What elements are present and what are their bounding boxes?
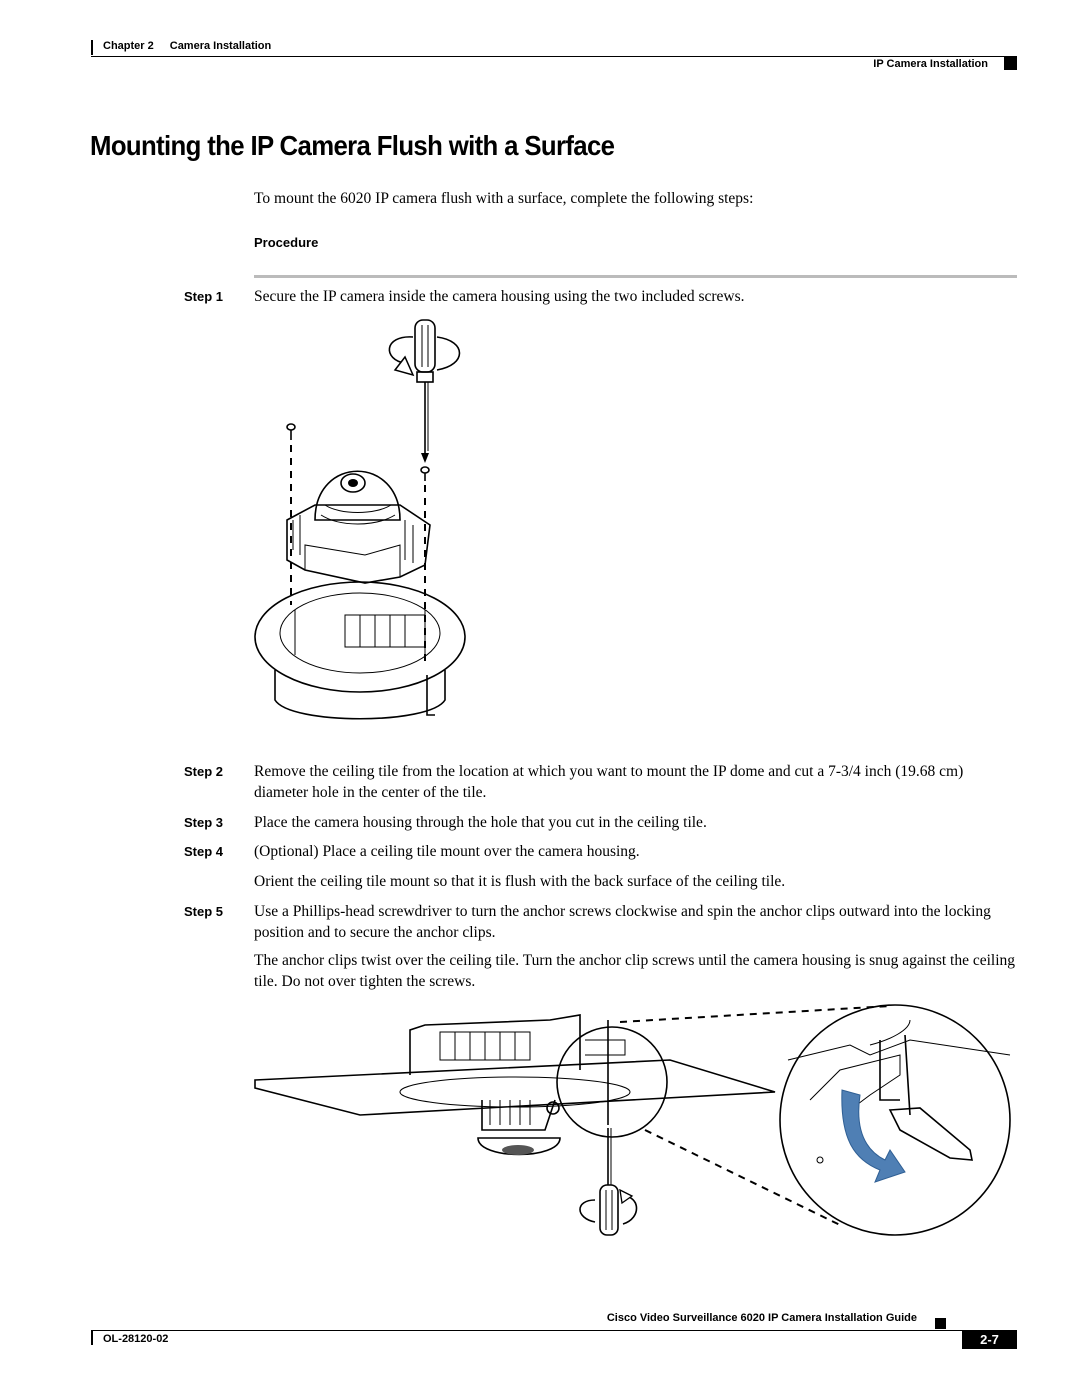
- footer-rule: [91, 1330, 1017, 1331]
- detail-circle-small: [557, 1027, 667, 1137]
- header-section-title: IP Camera Installation: [873, 58, 988, 70]
- step-2-label: Step 2: [184, 764, 224, 779]
- header-marker-square: [1004, 57, 1017, 70]
- camera-housing-figure: [245, 315, 475, 735]
- step-1-text: Secure the IP camera inside the camera housing using the two included screws.: [254, 288, 745, 305]
- step-5-label: Step 5: [184, 904, 224, 919]
- screwdriver-below-icon: [580, 1128, 637, 1235]
- ceiling-tile-figure: [250, 1000, 1020, 1240]
- anchor-rotation-arrow-icon: [842, 1090, 905, 1182]
- page-title: Mounting the IP Camera Flush with a Surface: [90, 130, 615, 161]
- procedure-label: Procedure: [254, 235, 319, 250]
- footer-guide-title: Cisco Video Surveillance 6020 IP Camera Installation Guide: [606, 1312, 917, 1324]
- footer-marker-square: [935, 1318, 946, 1329]
- step-4-text: (Optional) Place a ceiling tile mount over the camera housing.: [254, 843, 640, 860]
- header-left-bar: [91, 40, 93, 55]
- footer-left-bar: [91, 1331, 93, 1345]
- screw-icon-right: [421, 467, 429, 481]
- camera-dome-icon: [315, 471, 400, 524]
- step-5-note: The anchor clips twist over the ceiling tile. Turn the anchor clip screws until the camera housing is snug against the ceiling tile. Do not over tighten the screws.: [254, 952, 1016, 990]
- rotation-arrow-icon: [389, 337, 459, 375]
- camera-below-tile-icon: [478, 1100, 560, 1155]
- step-5-text: Use a Phillips-head screwdriver to turn the anchor screws clockwise and spin the anchor clips outward into the locking position and to secure the anchor clips.: [254, 903, 991, 941]
- header-chapter: [103, 40, 271, 52]
- camera-base-icon: [287, 505, 430, 583]
- step-3-text: Place the camera housing through the hole that you cut in the ceiling tile.: [254, 814, 707, 831]
- screwdriver-icon: [415, 320, 435, 463]
- step-1-label: Step 1: [184, 289, 224, 304]
- procedure-rule: [254, 275, 1017, 278]
- camera-housing-ring-icon: [255, 582, 465, 719]
- intro-text: To mount the 6020 IP camera flush with a surface, complete the following steps:: [254, 190, 754, 207]
- step-2-text: Remove the ceiling tile from the location at which you want to mount the IP dome and cut a 7-3/4 inch (19.68 cm) diameter hole in the center of the tile.: [254, 763, 964, 801]
- step-3-label: Step 3: [184, 815, 224, 830]
- chapter-title: Camera Installation: [169, 40, 272, 52]
- step-4-note: Orient the ceiling tile mount so that it is flush with the back surface of the ceiling tile.: [254, 873, 786, 890]
- footer-doc-number: OL-28120-02: [103, 1333, 169, 1345]
- ceiling-tile-icon: [255, 1060, 775, 1115]
- anchor-clip-detail-icon: [780, 1005, 1010, 1235]
- header-rule: [91, 56, 1017, 57]
- chapter-label: Chapter 2: [103, 40, 154, 52]
- screw-icon-left: [287, 424, 295, 440]
- step-4-label: Step 4: [184, 844, 224, 859]
- footer-page-number: 2-7: [962, 1331, 1017, 1349]
